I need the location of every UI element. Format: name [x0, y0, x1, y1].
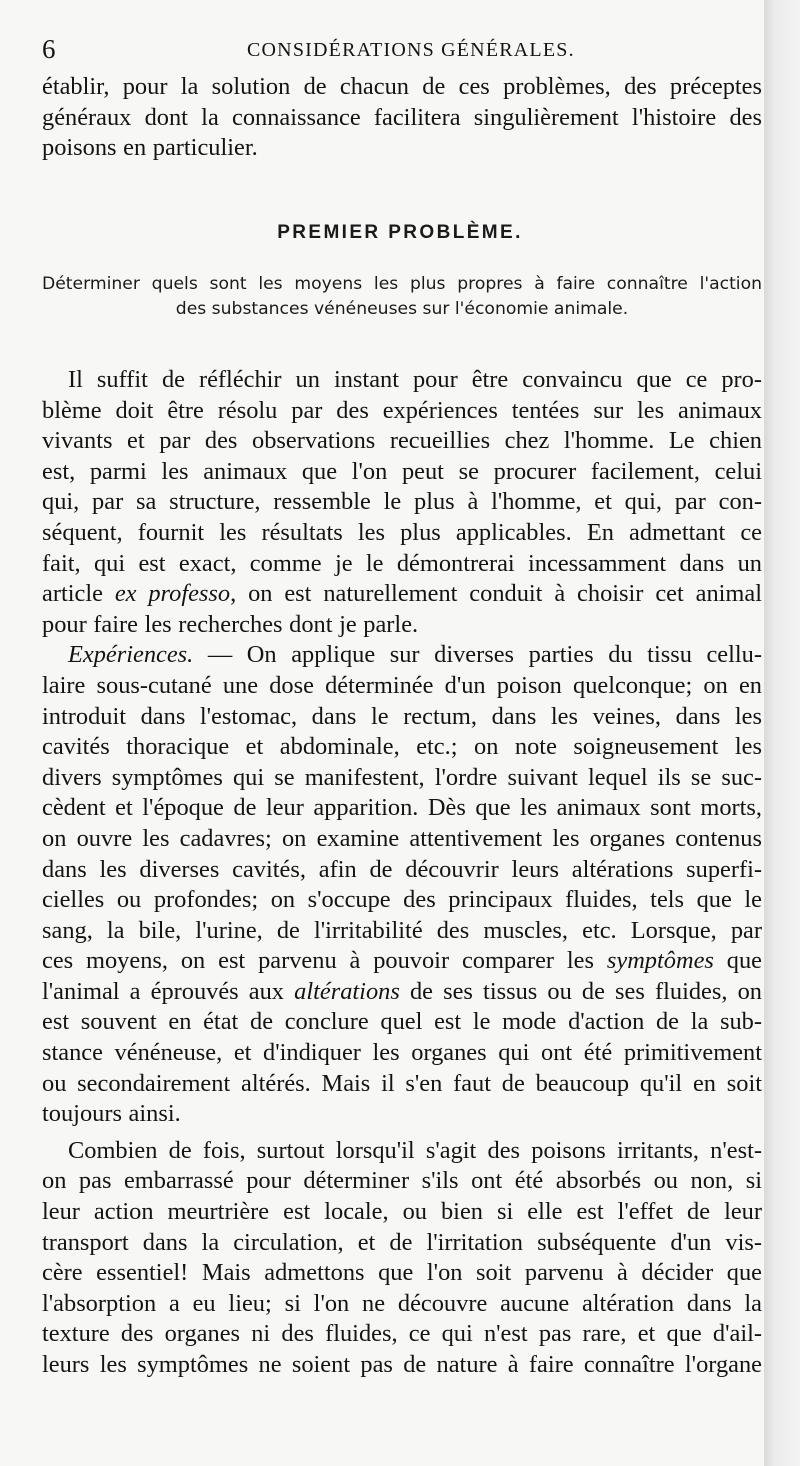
text-line: on pas embarrassé pour déterminer s'ils ont été absorbés ou non, si: [42, 1167, 762, 1195]
text-line: vivants et par des observations recueillies chez l'homme. Le chien: [42, 427, 762, 455]
text-line: transport dans la circulation, et de l'irritation subséquente d'un vis-: [42, 1228, 762, 1256]
text-line: séquent, fournit les résultats les plus applicables. En admettant ce: [42, 518, 762, 546]
page-edge-shadow: [764, 0, 800, 1466]
text-line: introduit dans l'estomac, dans le rectum, dans les veines, dans les: [42, 702, 762, 730]
text-line: leurs les symptômes ne soient pas de nature à faire connaître l'organe: [42, 1351, 762, 1378]
text-line: fait, qui est exact, comme je le démontrerai incessamment dans un: [42, 549, 762, 577]
text-line: l'absorption a eu lieu; si l'on ne découvre aucune altération dans la: [42, 1289, 762, 1317]
text-line: sang, la bile, l'urine, de l'irritabilité des muscles, etc. Lorsque, par: [42, 916, 762, 944]
text-run: ces moyens, on est parvenu à pouvoir comparer les: [42, 947, 607, 975]
text-line: cèdent et l'époque de leur apparition. Dès que les animaux sont morts,: [42, 794, 762, 822]
text-line: des substances vénéneuses sur l'économie animale.: [175, 299, 629, 319]
text-line: cielles ou profondes; on s'occupe des principaux fluides, tels que le: [42, 886, 762, 914]
italic-word: symptômes: [606, 947, 714, 975]
text-run: que: [713, 947, 762, 975]
text-line: [42, 579, 762, 610]
text-line: texture des organes ni des fluides, ce qui n'est pas rare, et que d'ail-: [42, 1320, 762, 1348]
problem-statement: [42, 272, 762, 322]
text-line: Combien de fois, surtout lorsqu'il s'agit des poisons irritants, n'est-: [68, 1136, 762, 1164]
text-line: poisons en particulier.: [42, 134, 258, 162]
running-head: CONSIDÉRATIONS GÉNÉRALES.: [247, 39, 575, 61]
text-line: [42, 640, 762, 671]
body-text: [42, 365, 762, 1381]
text-line: Il suffit de réfléchir un instant pour être convaincu que ce pro-: [68, 366, 762, 393]
text-line: ou secondairement altérés. Mais il s'en faut de beaucoup qu'il en soit: [42, 1069, 762, 1097]
text-line: laire sous-cutané une dose déterminée d'un poison quelconque; on en: [42, 671, 762, 699]
text-line: blème doit être résolu par des expériences tentées sur les animaux: [42, 396, 762, 424]
text-line: Déterminer quels sont les moyens les plus propres à faire connaître l'action: [42, 274, 762, 294]
page-number: 6: [42, 34, 56, 64]
text-run: article: [42, 580, 115, 608]
text-line: leur action meurtrière est locale, ou bien si elle est l'effet de leur: [42, 1198, 762, 1226]
text-line: est souvent en état de conclure quel est le mode d'action de la sub-: [42, 1008, 762, 1036]
text-run: — On applique sur diverses parties du tissu cellu-: [193, 641, 762, 669]
text-line: toujours ainsi.: [42, 1100, 181, 1128]
text-line: pour faire les recherches dont je parle.: [42, 610, 419, 638]
italic-word: altérations: [294, 977, 400, 1005]
text-run: , on est naturellement conduit à choisir cet animal: [230, 580, 762, 608]
text-line: stance vénéneuse, et d'indiquer les organes qui ont été primitivement: [42, 1039, 762, 1067]
text-line: on ouvre les cadavres; on examine attentivement les organes contenus: [42, 824, 762, 852]
page-header: [42, 28, 762, 68]
text-line: généraux dont la connaissance facilitera singulièrement l'histoire des: [42, 103, 762, 131]
text-line: établir, pour la solution de chacun de ces problèmes, des préceptes: [42, 73, 762, 100]
text-run: de ses tissus ou de ses fluides, on: [399, 977, 762, 1005]
text-line: [42, 977, 762, 1008]
text-run: l'animal a éprouvés aux: [42, 977, 295, 1005]
text-line: est, parmi les animaux que l'on peut se procurer facilement, celui: [42, 457, 762, 485]
text-line: [42, 946, 762, 977]
text-line: dans les diverses cavités, afin de découvrir leurs altérations superfi-: [42, 855, 762, 883]
italic-phrase: ex professo: [114, 580, 231, 608]
text-line: qui, par sa structure, ressemble le plus à l'homme, et qui, par con-: [42, 488, 762, 516]
section-label: Expériences.: [68, 641, 194, 669]
text-line: divers symptômes qui se manifestent, l'ordre suivant lequel ils se suc-: [42, 763, 762, 791]
intro-paragraph: [42, 72, 762, 164]
problem-title: PREMIER PROBLÈME.: [277, 222, 523, 243]
text-line: cère essentiel! Mais admettons que l'on soit parvenu à décider que: [42, 1259, 762, 1287]
text-line: cavités thoracique et abdominale, etc.; on note soigneusement les: [42, 733, 762, 761]
